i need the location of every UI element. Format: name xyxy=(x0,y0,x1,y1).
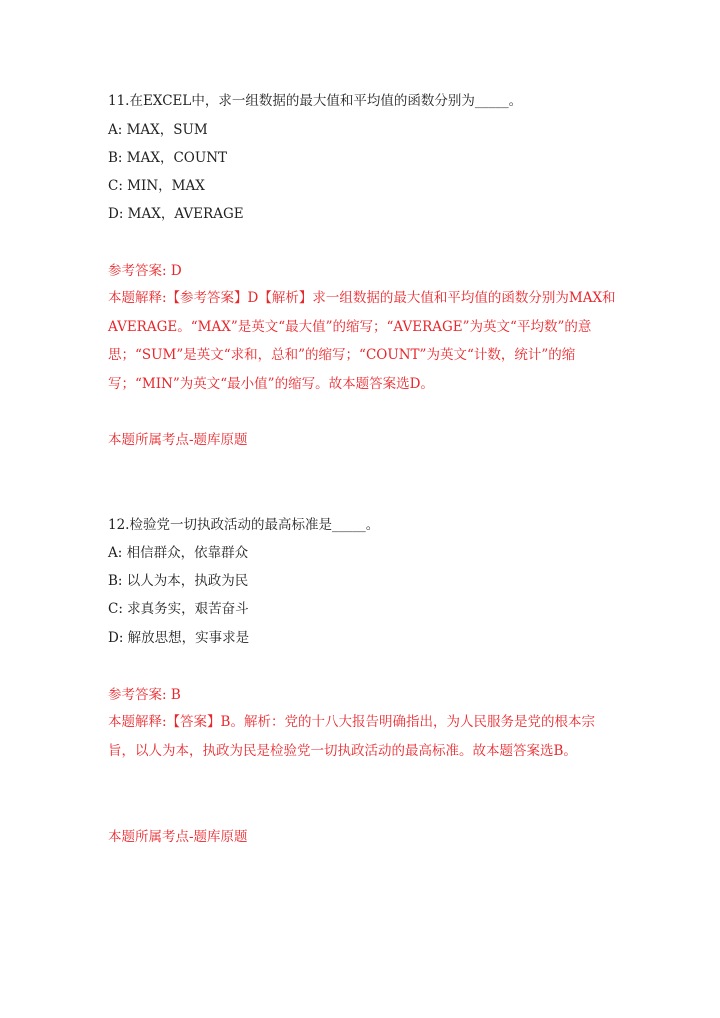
question-11-option-b: B: MAX，COUNT xyxy=(108,150,228,166)
question-11-explanation: 本题解释:【参考答案】D【解析】求一组数据的最大值和平均值的函数分别为MAX和AVERAGE。“MAX”是英文“最大值”的缩写；“AVERAGE”为英文“平均数”的意思；“SUM”是英文“求和，总和”的缩写；“COUNT”为英文“计数，统计”的缩写；“MIN”为英文“最小值”的缩写。故本题答案选D。 xyxy=(108,290,616,392)
question-12-option-d: D: 解放思想，实事求是 xyxy=(108,630,250,646)
question-12-option-b: B: 以人为本，执政为民 xyxy=(108,573,249,589)
question-12-explanation: 本题解释:【答案】B。解析：党的十八大报告明确指出，为人民服务是党的根本宗旨，以人为本，执政为民是检验党一切执政活动的最高标准。故本题答案选B。 xyxy=(108,714,595,759)
question-12-answer: 参考答案: B xyxy=(108,687,181,703)
question-11-stem: 11.在EXCEL中，求一组数据的最大值和平均值的函数分别为_____。 xyxy=(108,93,523,109)
question-11-option-c: C: MIN，MAX xyxy=(108,178,205,194)
question-12-stem: 12.检验党一切执政活动的最高标准是_____。 xyxy=(108,517,380,533)
question-12-option-c: C: 求真务实，艰苦奋斗 xyxy=(108,601,249,617)
question-11-answer: 参考答案: D xyxy=(108,263,182,279)
question-12-source: 本题所属考点-题库原题 xyxy=(108,829,248,845)
question-11-option-d: D: MAX，AVERAGE xyxy=(108,206,244,222)
question-12-option-a: A: 相信群众，依靠群众 xyxy=(108,545,249,561)
question-11-source: 本题所属考点-题库原题 xyxy=(108,432,248,448)
question-11-option-a: A: MAX，SUM xyxy=(108,122,208,138)
